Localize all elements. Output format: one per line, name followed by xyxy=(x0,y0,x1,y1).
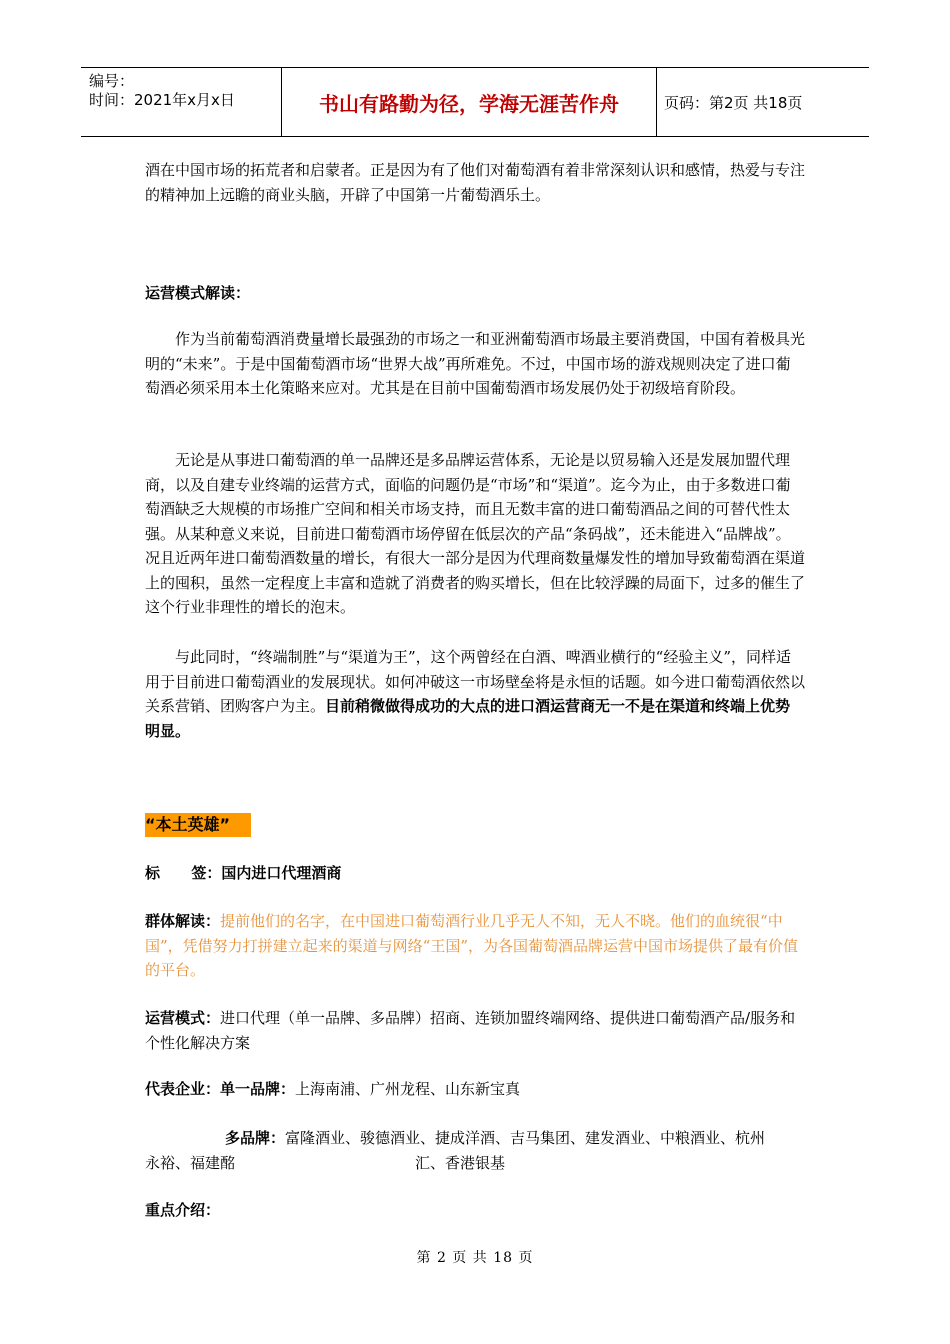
operation-mode xyxy=(145,1006,805,1055)
date-label: 时间：2021年x月x日 xyxy=(89,91,235,109)
rep-multi-line2a: 永裕、福建酩 xyxy=(145,1153,236,1172)
group-reading xyxy=(145,909,805,983)
intro-paragraph: 酒在中国市场的拓荒者和启蒙者。正是因为有了他们对葡萄酒有着非常深刻认识和感情，热爱与专注的精神加上远瞻的商业头脑，开辟了中国第一片葡萄酒乐土。 xyxy=(145,161,806,204)
rep-multi-line2b: 汇、香港银基 xyxy=(415,1153,506,1172)
label-value: 国内进口代理酒商 xyxy=(221,864,342,882)
focus-title: 重点介绍： xyxy=(145,1201,221,1219)
section-title: 运营模式解读： xyxy=(145,284,251,302)
page-header xyxy=(81,67,869,137)
header-motto: 书山有路勤为径，学海无涯苦作舟 xyxy=(281,68,657,136)
paragraph-2: 无论是从事进口葡萄酒的单一品牌还是多品牌运营体系，无论是以贸易输入还是发展加盟代理商，以及自建专业终端的运营方式，面临的问题仍是“市场”和“渠道”。迄今为止，由于多数进口葡萄酒缺乏大规模的市场推广空间和相关市场支持，而且无数丰富的进口葡萄酒品之间的可替代性太强。从某种意义来说，目前进口葡萄酒市场停留在低层次的产品“条码战”，还未能进入“品牌战”。况且近两年进口葡萄酒数量的增长，有很大一部分是因为代理商数量爆发性的增加导致葡萄酒在渠道上的囤积，虽然一定程度上丰富和造就了消费者的购买增长，但在比较浮躁的局面下，过多的催生了这个行业非理性的增长的泡末。 xyxy=(145,451,806,616)
representatives-single xyxy=(145,1077,805,1102)
header-page-info: 页码：第2页 共18页 xyxy=(664,93,803,112)
rep-single-key: 单一品牌： xyxy=(220,1080,296,1098)
rep-single-value: 上海南浦、广州龙程、山东新宝真 xyxy=(295,1080,521,1098)
ops-key: 运营模式： xyxy=(145,1009,221,1027)
page-footer: 第 2 页 共 18 页 xyxy=(416,1250,534,1266)
number-label: 编号： xyxy=(89,72,135,90)
header-meta xyxy=(81,68,281,136)
label-key: 标 签： xyxy=(145,864,222,882)
rep-key: 代表企业： xyxy=(145,1080,221,1098)
group-key: 群体解读： xyxy=(145,912,221,930)
rep-multi-value: 富隆酒业、骏德酒业、捷成洋酒、吉马集团、建发酒业、中粮酒业、杭州 xyxy=(285,1129,766,1147)
paragraph-3-text: 与此同时，“终端制胜”与“渠道为王”，这个两曾经在白酒、啤酒业横行的“经验主义”，同样适用于目前进口葡萄酒业的发展现状。如何冲破这一市场壁垒将是永恒的话题。如今进口葡萄酒依然以关系营销、团购客户为主。 xyxy=(145,648,806,715)
ops-value: 进口代理（单一品牌、多品牌）招商、连锁加盟终端网络、提供进口葡萄酒产品/服务和个性化解决方案 xyxy=(145,1009,796,1052)
label-line xyxy=(145,861,805,886)
representatives-multi xyxy=(145,1126,805,1175)
paragraph-3-emphasis: 目前稍微做得成功的大点的进口酒运营商无一不是在渠道和终端上优势明显。 xyxy=(145,697,791,740)
hero-tag: “本土英雄” xyxy=(145,813,251,837)
group-value: 提前他们的名字，在中国进口葡萄酒行业几乎无人不知，无人不晓。他们的血统很“中国”，凭借努力打拼建立起来的渠道与网络“王国”，为各国葡萄酒品牌运营中国市场提供了最有价值的平台。 xyxy=(145,912,799,979)
paragraph-1: 作为当前葡萄酒消费量增长最强劲的市场之一和亚洲葡萄酒市场最主要消费国，中国有着极具光明的“未来”。于是中国葡萄酒市场“世界大战”再所难免。不过，中国市场的游戏规则决定了进口葡萄酒必须采用本土化策略来应对。尤其是在目前中国葡萄酒市场发展仍处于初级培育阶段。 xyxy=(145,330,806,397)
rep-multi-key: 多品牌： xyxy=(225,1129,286,1147)
paragraph-3 xyxy=(145,645,805,743)
